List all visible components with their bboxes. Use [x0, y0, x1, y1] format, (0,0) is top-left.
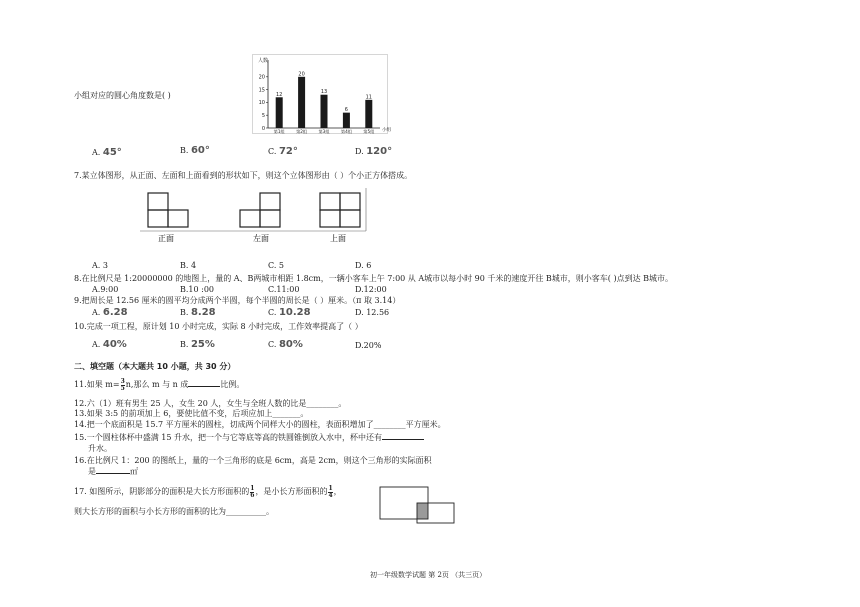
bar-value-label: 20 — [298, 71, 305, 78]
q14-text: 14.把一个底面积是 15.7 平方厘米的圆柱，切成两个同样大小的圆柱，表面积增加了________平方厘米。 — [74, 420, 446, 429]
option-letter: D. — [355, 308, 364, 317]
y-tick-label: 20 — [258, 74, 265, 81]
q10-text: 10.完成一项工程，原计划 10 小时完成，实际 8 小时完成，工作效率提高了（ ） — [74, 322, 363, 331]
x-tick-label: 第5组 — [363, 129, 375, 134]
q16-answer-blank[interactable] — [96, 473, 130, 474]
option-letter: D. — [355, 147, 364, 156]
y-tick-label: 10 — [258, 100, 265, 107]
y-tick-label: 5 — [261, 113, 265, 119]
option-letter: D. — [355, 341, 364, 350]
bar-value-label: 6 — [344, 107, 348, 114]
q10-option-d[interactable] — [355, 341, 381, 350]
bar — [298, 77, 305, 128]
option-value: 120° — [366, 146, 393, 157]
q17-line2: 则大长方形的面积与小长方形的面积的比为__________。 — [74, 507, 274, 516]
bar-value-label: 11 — [365, 94, 372, 101]
q8-option-a[interactable]: A.9:00 — [92, 285, 119, 294]
left-view-label: 左面 — [253, 234, 269, 243]
q7-option-c[interactable]: C. 5 — [268, 261, 285, 270]
x-axis-label: 小组 — [382, 128, 391, 133]
left-view-shape — [240, 193, 280, 227]
q6-option-c[interactable] — [268, 146, 298, 157]
q11-text-after: n,那么 m 与 n 成 — [125, 380, 189, 389]
q11-fraction — [121, 379, 125, 392]
bar — [365, 100, 372, 128]
option-value: 8.28 — [190, 307, 216, 318]
q9-option-d[interactable] — [355, 308, 389, 317]
x-tick-label: 第4组 — [340, 129, 352, 134]
q7-option-d[interactable]: D. 6 — [355, 261, 372, 270]
option-letter: C. — [268, 340, 277, 349]
q15-line2: 升水。 — [88, 444, 112, 453]
front-view-shape — [148, 193, 188, 227]
q7-text: 7.某立体图形，从正面、左面和上面看到的形状如下，则这个立体图形由（ ）个小正方体搭成。 — [74, 171, 413, 180]
q11-text-tail: 比例。 — [220, 380, 245, 389]
q13-text: 13.如果 3:5 的前项加上 6，要使比值不变，后项应加上_______。 — [74, 409, 309, 418]
q12-text: 12.六（1）班有男生 25 人，女生 20 人，女生与全班人数的比是________。 — [74, 399, 347, 408]
shaded-overlap — [417, 503, 428, 519]
q11-text-before: 11.如果 m= — [74, 380, 120, 389]
q17-rectangles-figure — [376, 484, 456, 524]
option-letter: A. — [92, 308, 101, 317]
section-heading: 二、填空题（本大题共 10 小题，共 30 分） — [74, 362, 236, 371]
q10-option-c[interactable] — [268, 339, 303, 350]
q9-option-c[interactable] — [268, 307, 311, 318]
q6-text: 小组对应的圆心角度数是( ) — [74, 91, 171, 100]
q17-fraction-2: $\frac{1}{4}$ — [328, 484, 333, 499]
fraction-denominator: 5 — [120, 384, 125, 392]
top-view-label: 上面 — [330, 234, 346, 243]
option-letter: B. — [180, 146, 189, 155]
option-letter: C. — [268, 308, 277, 317]
q6-option-d[interactable] — [355, 146, 392, 157]
x-tick-label: 第3组 — [318, 129, 330, 134]
option-letter: B. — [180, 340, 189, 349]
top-view-shape — [320, 193, 360, 227]
fraction-numerator: 3 — [120, 377, 125, 385]
q11-answer-blank[interactable] — [188, 386, 220, 387]
option-letter: A. — [92, 148, 101, 157]
x-tick-label: 第1组 — [273, 129, 285, 134]
q9-option-b[interactable] — [180, 307, 216, 318]
option-value: 72° — [278, 146, 298, 157]
q16-line1: 16.在比例尺 1：200 的图纸上，量的一个三角形的底是 6cm，高是 2cm，则这个三角形的实际面积 — [74, 456, 432, 465]
q9-option-a[interactable] — [92, 307, 128, 318]
y-axis-label: 人数 — [258, 58, 269, 64]
bar — [343, 113, 350, 128]
option-value: 12.56 — [366, 308, 390, 317]
q15-answer-blank[interactable] — [382, 439, 424, 440]
bar-value-label: 12 — [276, 91, 283, 98]
page-footer: 初一年级数学试题 第 2页 （共三页） — [370, 571, 487, 579]
q7-views-figure — [140, 188, 370, 246]
q17-line1: 17. 如图所示，阴影部分的面积是大长方形面积的 $\frac{1}{6}$ ，是小长方形面积的 $\frac{1}{4}$ ， — [74, 484, 342, 499]
bar — [276, 97, 283, 128]
x-tick-label: 第2组 — [296, 129, 308, 134]
q11 — [74, 376, 244, 394]
q16-line2: 是 ㎡ — [88, 467, 138, 476]
option-value: 80% — [278, 339, 303, 350]
option-letter: B. — [180, 308, 189, 317]
y-tick-label: 15 — [258, 87, 265, 94]
q15-line1: 15.一个圆柱体杯中盛满 15 升水，把一个与它等底等高的铁圆锥倒放入水中，杯中还有 — [74, 432, 424, 443]
q17-fraction-1: $\frac{1}{6}$ — [250, 484, 255, 499]
option-value: 6.28 — [102, 307, 128, 318]
q8-option-b[interactable]: B.10 :00 — [180, 285, 215, 294]
q8-option-c[interactable]: C.11:00 — [268, 285, 300, 294]
q10-option-b[interactable] — [180, 339, 215, 350]
q7-option-b[interactable]: B. 4 — [180, 261, 197, 270]
q6-option-a[interactable] — [92, 147, 122, 158]
option-letter: C. — [268, 147, 277, 156]
q9-text: 9.把周长是 12.56 厘米的圆平均分成两个半圆，每个半圆的周长是（ ）厘米。（π 取 3.14） — [74, 296, 401, 305]
bar — [321, 95, 328, 128]
q8-text: 8.在比例尺是 1:20000000 的地图上，量的 A、B两城市相距 1.8cm，一辆小客车上午 7:00 从 A城市以每小时 90 千米的速度开往 B城市，则小客车( )点到达 B城市。 — [74, 274, 674, 283]
option-value: 10.28 — [278, 307, 311, 318]
bar-value-label: 13 — [320, 89, 328, 96]
option-value: 40% — [102, 339, 127, 350]
option-value: 25% — [190, 339, 215, 350]
option-value: 20% — [363, 341, 382, 350]
q10-option-a[interactable] — [92, 339, 127, 350]
q8-option-d[interactable]: D.12:00 — [355, 285, 387, 294]
option-value: 45° — [102, 147, 122, 158]
q7-option-a[interactable]: A. 3 — [92, 261, 108, 270]
y-tick-label: 0 — [261, 125, 265, 132]
option-value: 60° — [190, 145, 210, 156]
q6-option-b[interactable] — [180, 145, 210, 156]
option-letter: A. — [92, 340, 101, 349]
bar-chart — [252, 54, 392, 136]
front-view-label: 正面 — [158, 234, 174, 243]
